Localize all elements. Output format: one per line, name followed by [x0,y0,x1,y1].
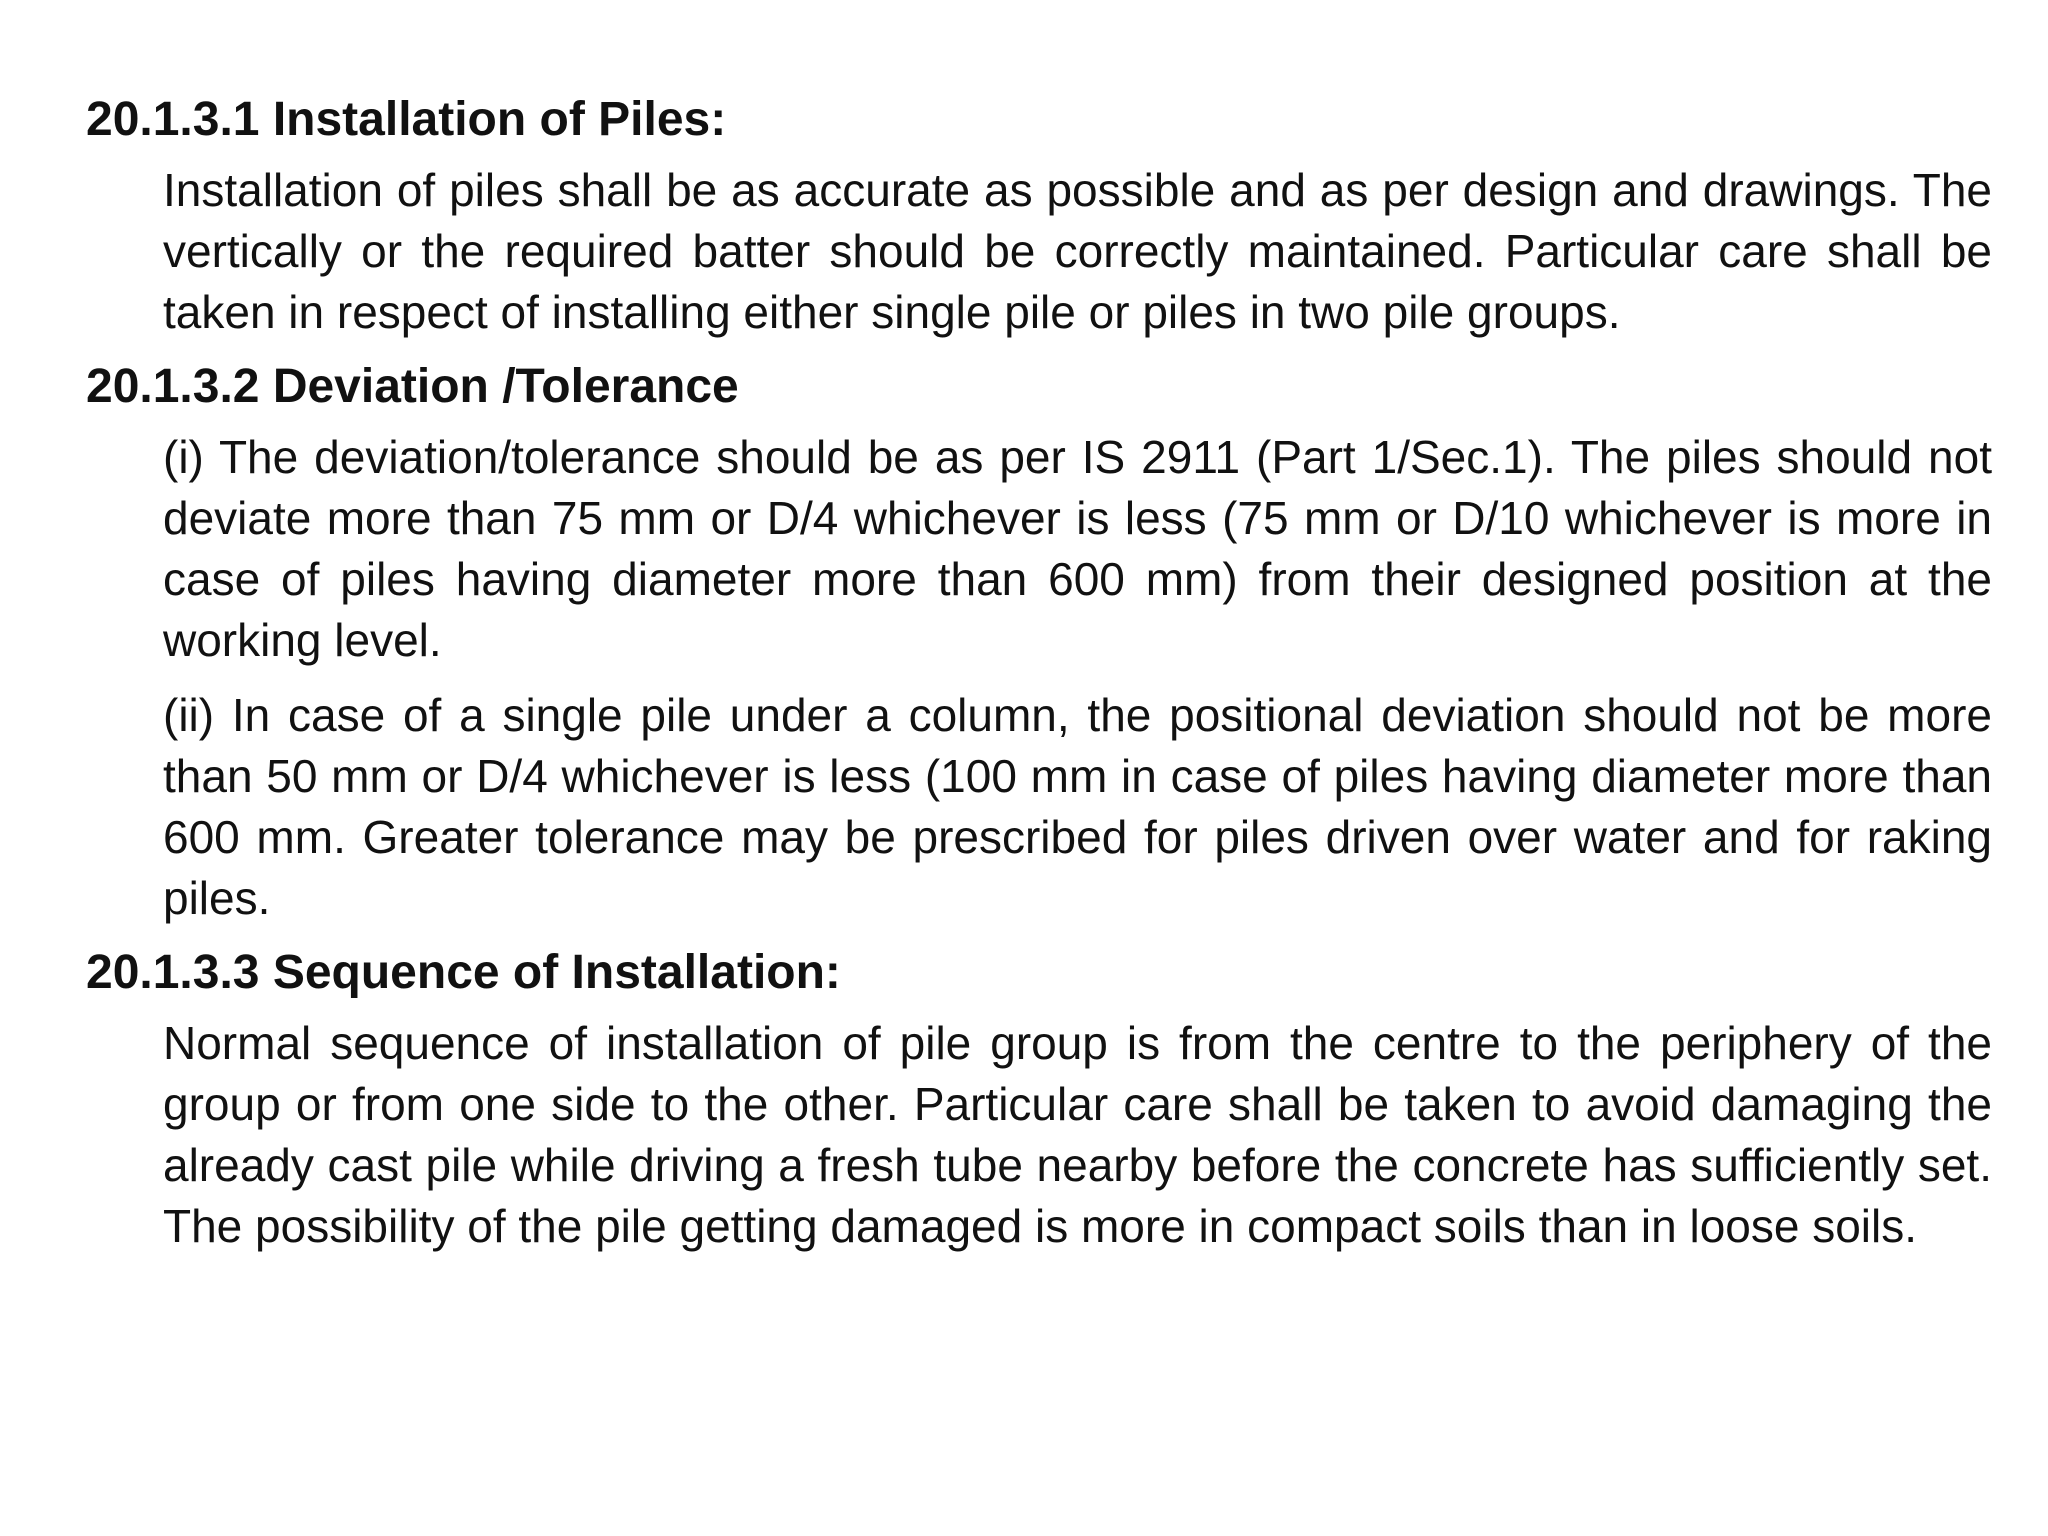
section-paragraph: (ii) In case of a single pile under a column, the positional deviation should not be more than 50 mm or D/4 whichever is less (100 mm in case of piles having diameter more than 600 mm. Greater tolerance may be prescribed for piles driven over water and for raking piles. [163,689,1992,924]
section-paragraph: (i) The deviation/tolerance should be as per IS 2911 (Part 1/Sec.1). The piles should not deviate more than 75 mm or D/4 whichever is less (75 mm or D/10 whichever is more in case of piles having diameter more than 600 mm) from their designed position at the working level. [163,431,1992,666]
section-paragraph: Normal sequence of installation of pile group is from the centre to the periphery of the group or from one side to the other. Particular care shall be taken to avoid damaging the already cast pile while driving a fresh tube nearby before the concrete has sufficiently set. The possibility of the pile getting damaged is more in compact soils than in loose soils. [163,1017,1992,1252]
section-deviation-tolerance [0,355,2048,929]
section-heading: 20.1.3.3 Sequence of Installation: [86,946,841,999]
section-sequence-of-installation [0,941,2048,1257]
section-heading: 20.1.3.2 Deviation /Tolerance [86,360,739,413]
section-heading: 20.1.3.1 Installation of Piles: [86,93,727,146]
section-installation-of-piles [0,88,2048,343]
section-paragraph: Installation of piles shall be as accurate as possible and as per design and drawings. The vertically or the required batter should be correctly maintained. Particular care shall be taken in respect of installing either single pile or piles in two pile groups. [163,164,1992,338]
